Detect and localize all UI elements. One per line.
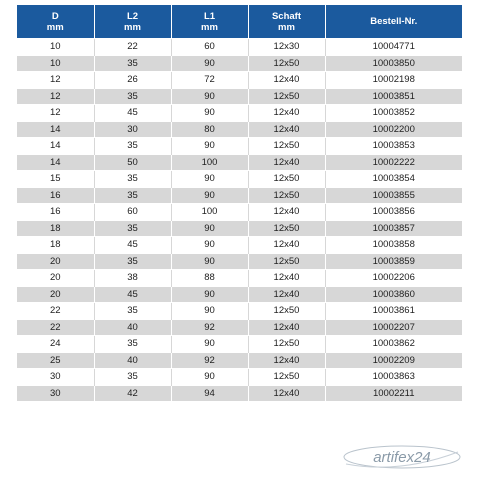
- cell-d: 12: [17, 72, 94, 89]
- cell-l2: 35: [94, 369, 171, 386]
- table-row: [17, 72, 462, 89]
- cell-l1: 90: [171, 187, 248, 204]
- cell-schaft: 12x40: [248, 237, 325, 254]
- cell-bestellnr: 10003852: [325, 105, 462, 122]
- col-l2-header: [94, 5, 171, 39]
- cell-schaft: 12x40: [248, 72, 325, 89]
- table-row: [17, 369, 462, 386]
- cell-schaft: 12x40: [248, 286, 325, 303]
- header-label: Schaft: [271, 10, 302, 22]
- cell-d: 10: [17, 39, 94, 56]
- cell-l1: 92: [171, 352, 248, 369]
- cell-l2: 45: [94, 237, 171, 254]
- cell-l1: 60: [171, 39, 248, 56]
- cell-l2: 40: [94, 319, 171, 336]
- table-row: [17, 39, 462, 56]
- cell-bestellnr: 10003851: [325, 88, 462, 105]
- cell-l2: 35: [94, 303, 171, 320]
- cell-l2: 35: [94, 253, 171, 270]
- cell-d: 22: [17, 303, 94, 320]
- cell-schaft: 12x50: [248, 138, 325, 155]
- table-row: [17, 385, 462, 401]
- cell-l1: 94: [171, 385, 248, 401]
- artifex24-logo: [340, 440, 465, 474]
- cell-d: 14: [17, 121, 94, 138]
- table-row: [17, 352, 462, 369]
- cell-l2: 35: [94, 220, 171, 237]
- cell-l2: 26: [94, 72, 171, 89]
- cell-l1: 72: [171, 72, 248, 89]
- cell-d: 14: [17, 138, 94, 155]
- cell-l2: 45: [94, 105, 171, 122]
- cell-d: 22: [17, 319, 94, 336]
- cell-l1: 90: [171, 171, 248, 188]
- cell-d: 16: [17, 187, 94, 204]
- cell-l1: 90: [171, 336, 248, 353]
- cell-bestellnr: 10003860: [325, 286, 462, 303]
- cell-l2: 40: [94, 352, 171, 369]
- table-row: [17, 138, 462, 155]
- logo-text: artifex24: [373, 449, 431, 466]
- cell-l2: 45: [94, 286, 171, 303]
- cell-d: 12: [17, 105, 94, 122]
- cell-l2: 35: [94, 171, 171, 188]
- table-row: [17, 220, 462, 237]
- cell-bestellnr: 10003853: [325, 138, 462, 155]
- cell-l1: 90: [171, 55, 248, 72]
- cell-schaft: 12x40: [248, 121, 325, 138]
- cell-bestellnr: 10003863: [325, 369, 462, 386]
- cell-l1: 90: [171, 105, 248, 122]
- cell-schaft: 12x40: [248, 319, 325, 336]
- header-label: L2: [126, 10, 139, 22]
- col-bestellnr-header: [325, 5, 462, 39]
- cell-l1: 100: [171, 154, 248, 171]
- table-row: [17, 55, 462, 72]
- cell-l1: 90: [171, 237, 248, 254]
- table-row: [17, 319, 462, 336]
- cell-schaft: 12x40: [248, 385, 325, 401]
- header-unit: mm: [201, 21, 218, 33]
- cell-d: 30: [17, 385, 94, 401]
- table-row: [17, 154, 462, 171]
- cell-l1: 90: [171, 138, 248, 155]
- cell-l1: 90: [171, 369, 248, 386]
- cell-schaft: 12x40: [248, 154, 325, 171]
- cell-schaft: 12x50: [248, 55, 325, 72]
- cell-l2: 30: [94, 121, 171, 138]
- cell-l1: 90: [171, 253, 248, 270]
- cell-d: 14: [17, 154, 94, 171]
- col-schaft-header: [248, 5, 325, 39]
- table-row: [17, 105, 462, 122]
- cell-l1: 100: [171, 204, 248, 221]
- header-label: D: [51, 10, 59, 22]
- table-row: [17, 187, 462, 204]
- cell-bestellnr: 10002222: [325, 154, 462, 171]
- table-row: [17, 237, 462, 254]
- cell-bestellnr: 10003856: [325, 204, 462, 221]
- cell-schaft: 12x40: [248, 352, 325, 369]
- cell-schaft: 12x30: [248, 39, 325, 56]
- cell-schaft: 12x50: [248, 187, 325, 204]
- cell-bestellnr: 10004771: [325, 39, 462, 56]
- cell-l1: 92: [171, 319, 248, 336]
- header-label: Bestell-Nr.: [370, 16, 418, 27]
- cell-l1: 90: [171, 303, 248, 320]
- header-unit: mm: [278, 21, 295, 33]
- cell-d: 16: [17, 204, 94, 221]
- cell-schaft: 12x40: [248, 105, 325, 122]
- cell-bestellnr: 10002198: [325, 72, 462, 89]
- table-row: [17, 88, 462, 105]
- header-unit: mm: [124, 21, 141, 33]
- cell-l2: 35: [94, 88, 171, 105]
- cell-d: 20: [17, 253, 94, 270]
- spec-table: [17, 5, 462, 401]
- cell-bestellnr: 10002209: [325, 352, 462, 369]
- col-d-header: [17, 5, 94, 39]
- cell-d: 30: [17, 369, 94, 386]
- cell-bestellnr: 10002211: [325, 385, 462, 401]
- cell-l1: 90: [171, 88, 248, 105]
- cell-l2: 35: [94, 336, 171, 353]
- cell-bestellnr: 10003858: [325, 237, 462, 254]
- cell-bestellnr: 10003850: [325, 55, 462, 72]
- cell-d: 25: [17, 352, 94, 369]
- cell-schaft: 12x50: [248, 369, 325, 386]
- cell-d: 18: [17, 220, 94, 237]
- cell-bestellnr: 10003859: [325, 253, 462, 270]
- cell-schaft: 12x40: [248, 270, 325, 287]
- cell-d: 20: [17, 270, 94, 287]
- cell-bestellnr: 10003854: [325, 171, 462, 188]
- cell-l2: 50: [94, 154, 171, 171]
- cell-l2: 38: [94, 270, 171, 287]
- cell-bestellnr: 10002207: [325, 319, 462, 336]
- table-row: [17, 270, 462, 287]
- table-body: [17, 39, 462, 402]
- cell-d: 20: [17, 286, 94, 303]
- cell-l2: 42: [94, 385, 171, 401]
- table-row: [17, 336, 462, 353]
- table-header: [17, 5, 462, 39]
- cell-l1: 90: [171, 220, 248, 237]
- cell-l2: 60: [94, 204, 171, 221]
- cell-d: 24: [17, 336, 94, 353]
- cell-schaft: 12x50: [248, 336, 325, 353]
- cell-bestellnr: 10002200: [325, 121, 462, 138]
- cell-l2: 35: [94, 138, 171, 155]
- cell-schaft: 12x50: [248, 253, 325, 270]
- cell-schaft: 12x50: [248, 303, 325, 320]
- cell-schaft: 12x50: [248, 171, 325, 188]
- table-row: [17, 204, 462, 221]
- table-row: [17, 286, 462, 303]
- cell-schaft: 12x50: [248, 88, 325, 105]
- cell-bestellnr: 10003861: [325, 303, 462, 320]
- cell-d: 12: [17, 88, 94, 105]
- header-unit: mm: [46, 21, 64, 33]
- table-row: [17, 121, 462, 138]
- table-row: [17, 253, 462, 270]
- cell-schaft: 12x50: [248, 220, 325, 237]
- cell-l2: 22: [94, 39, 171, 56]
- cell-schaft: 12x40: [248, 204, 325, 221]
- cell-l1: 90: [171, 286, 248, 303]
- cell-l1: 80: [171, 121, 248, 138]
- col-l1-header: [171, 5, 248, 39]
- cell-bestellnr: 10002206: [325, 270, 462, 287]
- cell-bestellnr: 10003862: [325, 336, 462, 353]
- cell-d: 15: [17, 171, 94, 188]
- header-row: [17, 5, 462, 39]
- cell-bestellnr: 10003857: [325, 220, 462, 237]
- cell-l2: 35: [94, 187, 171, 204]
- cell-d: 18: [17, 237, 94, 254]
- table-row: [17, 171, 462, 188]
- cell-l1: 88: [171, 270, 248, 287]
- cell-l2: 35: [94, 55, 171, 72]
- table-row: [17, 303, 462, 320]
- header-label: L1: [203, 10, 216, 22]
- cell-d: 10: [17, 55, 94, 72]
- cell-bestellnr: 10003855: [325, 187, 462, 204]
